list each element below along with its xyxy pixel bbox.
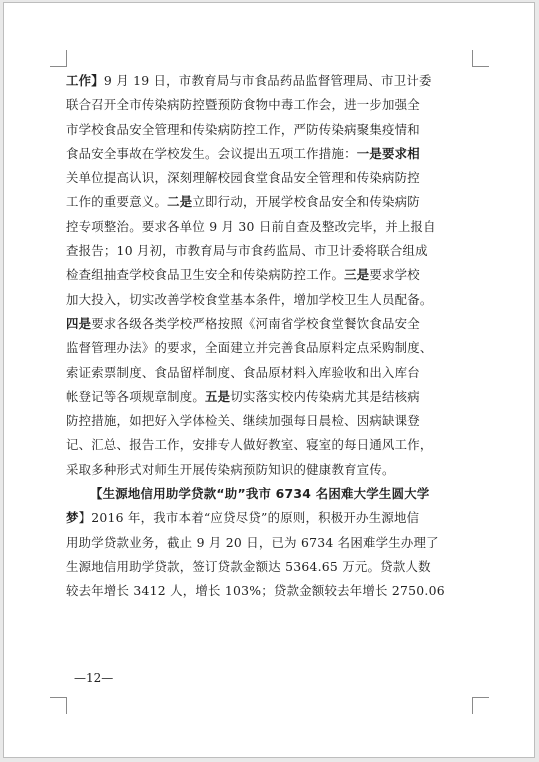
text-run: 加大投入，切实改善学校食堂基本条件，增加学校卫生人员配备。 — [66, 291, 433, 307]
page-number: —12— — [74, 671, 114, 685]
text-run: 索证索票制度、食品留样制度、食品原材料入库验收和出入库台 — [66, 364, 420, 380]
text-line — [66, 458, 478, 482]
text-line — [66, 142, 478, 166]
text-line — [66, 263, 478, 287]
text-line — [66, 361, 478, 385]
text-line — [66, 336, 478, 360]
text-run: 查报告；10 月初，市教育局与市食药监局、市卫计委将联合组成 — [66, 243, 428, 259]
text-run: 工作的重要意义。 — [66, 194, 168, 210]
text-run: 9 月 19 日，市教育局与市食品药品监督管理局、市卫计委 — [103, 73, 432, 88]
bold-text: 五是 — [205, 388, 231, 404]
bold-text: 一是要求相 — [356, 145, 420, 161]
text-line — [66, 482, 478, 506]
crop-mark-bottom-left — [50, 697, 67, 714]
text-run: 生源地信用助学贷款，签订贷款金额达 5364.65 万元。贷款人数 — [66, 558, 431, 574]
body-text — [66, 69, 478, 604]
text-run: 要求学校 — [369, 267, 420, 283]
text-line — [66, 239, 478, 263]
text-line — [66, 433, 478, 457]
text-line — [66, 93, 478, 117]
text-run: 市学校食品安全管理和传染病防控工作，严防传染病聚集疫情和 — [66, 121, 420, 137]
text-run: 控专项整治。要求各单位 9 月 30 日前自查及整改完毕，并上报自 — [66, 218, 436, 234]
text-line — [66, 288, 478, 312]
text-run: 帐登记等各项规章制度。 — [66, 388, 206, 404]
text-line — [66, 166, 478, 190]
text-run: 防控措施，如把好入学体检关、继续加强每日晨检、因病缺课登 — [66, 413, 420, 429]
text-run: 要求各级各类学校严格按照《河南省学校食堂餐饮食品安全 — [91, 315, 420, 331]
text-run: 关单位提高认识，深刻理解校园食堂食品安全管理和传染病防控 — [66, 170, 420, 186]
text-run: 监督管理办法》的要求，全面建立并完善食品原料定点采购制度、 — [66, 340, 433, 356]
text-line — [66, 409, 478, 433]
text-run: 切实落实校内传染病尤其是结核病 — [230, 388, 420, 404]
text-line — [66, 579, 478, 603]
bold-text: 梦 — [66, 510, 79, 526]
text-line — [66, 312, 478, 336]
text-line — [66, 215, 478, 239]
text-line — [66, 506, 478, 530]
text-line — [66, 118, 478, 142]
bold-text: 四是 — [66, 315, 92, 331]
text-run: 联合召开全市传染病防控暨预防食物中毒工作会，进一步加强全 — [66, 97, 420, 113]
crop-mark-top-right — [472, 50, 489, 67]
document-page — [3, 2, 535, 758]
bold-text: 工作】 — [66, 73, 104, 88]
bold-text: 三是 — [344, 267, 370, 283]
text-run: 采取多种形式对师生开展传染病预防知识的健康教育宣传。 — [66, 461, 395, 477]
text-run: 记、汇总、报告工作，安排专人做好教室、寝室的每日通风工作， — [66, 437, 433, 453]
bold-text: 二是 — [167, 194, 193, 210]
text-run: 较去年增长 3412 人，增长 103%；贷款金额较去年增长 2750.06 — [66, 583, 445, 599]
text-line — [66, 531, 478, 555]
bold-text: 【生源地信用助学贷款“助”我市 6734 名困难大学生圆大学 — [90, 486, 430, 502]
text-run: 用助学贷款业务，截止 9 月 20 日，已为 6734 名困难学生办理了 — [66, 534, 439, 550]
crop-mark-bottom-right — [472, 697, 489, 714]
crop-mark-top-left — [50, 50, 67, 67]
text-line — [66, 555, 478, 579]
text-line — [66, 385, 478, 409]
text-run: 检查组抽查学校食品卫生安全和传染病防控工作。 — [66, 267, 345, 283]
text-line — [66, 190, 478, 214]
text-run: 】2016 年，我市本着“应贷尽贷”的原则，积极开办生源地信 — [78, 510, 420, 526]
text-run: 食品安全事故在学校发生。会议提出五项工作措施： — [66, 145, 357, 161]
text-line — [66, 69, 478, 93]
text-run: 立即行动，开展学校食品安全和传染病防 — [192, 194, 420, 210]
